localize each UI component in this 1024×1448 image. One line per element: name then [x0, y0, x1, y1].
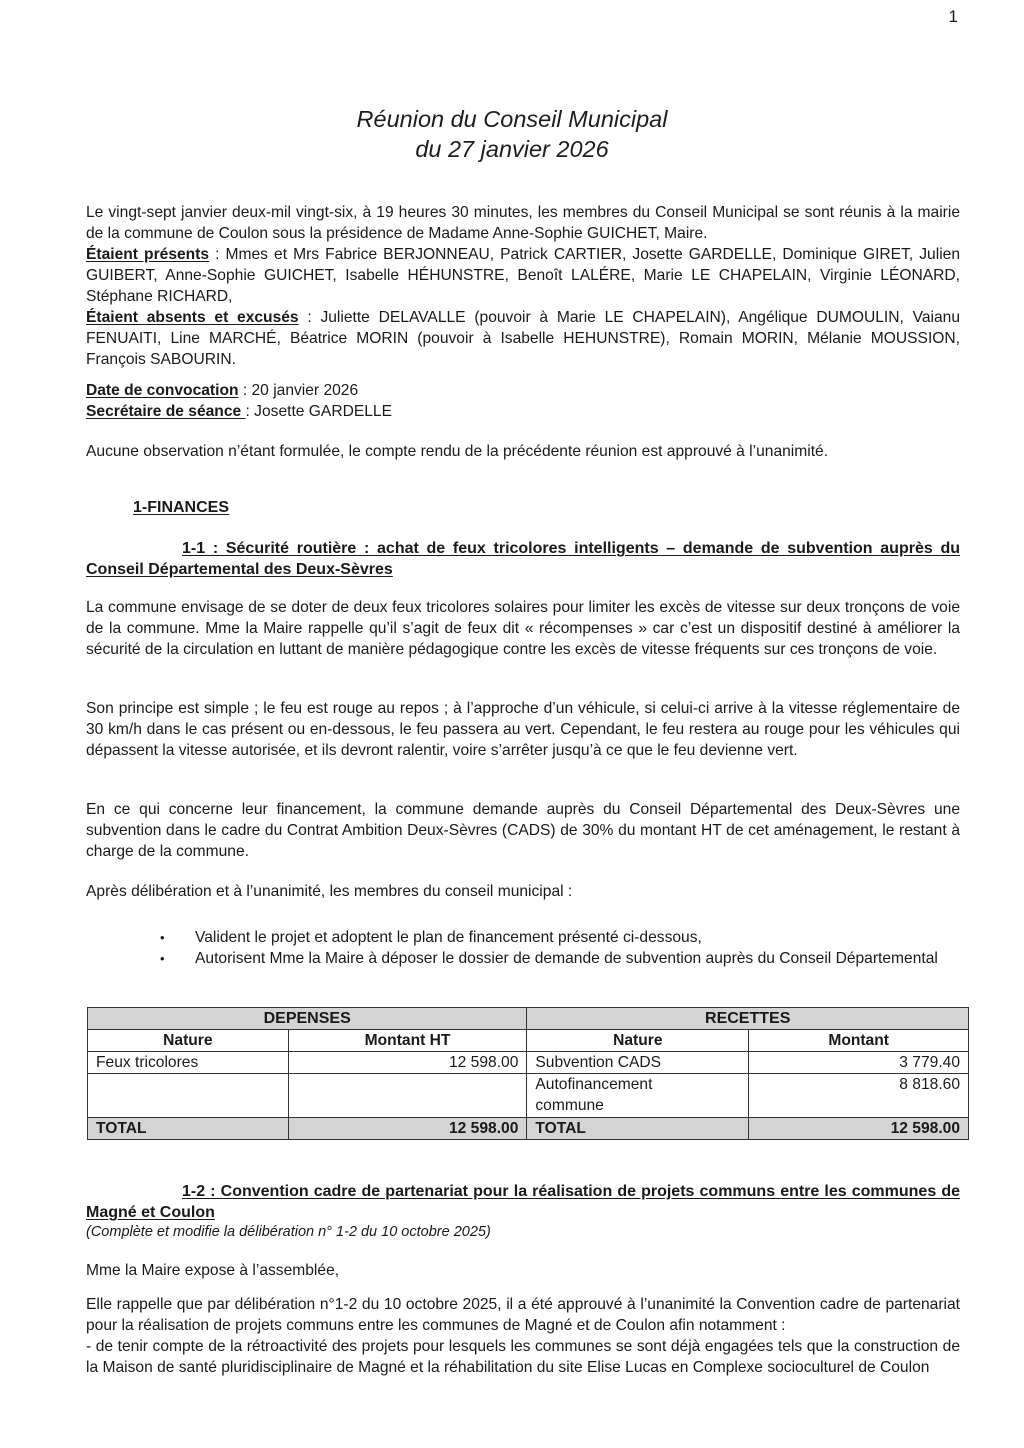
- bullet-icon: •: [160, 951, 165, 966]
- table-cell: 12 598.00: [749, 1118, 969, 1140]
- title-line-2: du 27 janvier 2026: [415, 136, 609, 162]
- secretary-value: : Josette GARDELLE: [245, 403, 392, 420]
- paragraph: Mme la Maire expose à l’assemblée,: [86, 1262, 340, 1279]
- decision-list: [158, 927, 960, 969]
- item-1-2-heading: [86, 1181, 960, 1223]
- column-header: Montant HT: [288, 1030, 527, 1052]
- item-1-2-para-1: [86, 1260, 960, 1281]
- item-1-2-note: (Complète et modifie la délibération n° 1-2 du 10 octobre 2025): [86, 1224, 491, 1240]
- table-cell: Subvention CADS: [527, 1052, 749, 1074]
- paragraph: - de tenir compte de la rétroactivité des projets pour lesquels les communes se sont déjà engagées tels que la construction de la Maison de santé pluridisciplinaire de Magné et la réhabilitation du site Elise Lucas en Complexe socioculturel de Coulon: [86, 1338, 960, 1376]
- column-header: Montant: [749, 1030, 969, 1052]
- item-1-1-para-4: [86, 881, 960, 902]
- list-item: [158, 927, 960, 948]
- column-header: Nature: [88, 1030, 289, 1052]
- approval-note: Aucune observation n’étant formulée, le compte rendu de la précédente réunion est approuvé à l’unanimité.: [86, 443, 829, 460]
- table-cell: TOTAL: [527, 1118, 749, 1140]
- paragraph: Après délibération et à l’unanimité, les membres du conseil municipal :: [86, 883, 573, 900]
- recettes-header: RECETTES: [527, 1008, 969, 1030]
- section-heading-finances: 1-FINANCES: [133, 499, 230, 516]
- item-1-1-para-2: [86, 698, 960, 761]
- present-text: : Mmes et Mrs Fabrice BERJONNEAU, Patrick CARTIER, Josette GARDELLE, Dominique GIRET, Julien GUIBERT, Anne-Sophie GUICHET, Isabelle HÉHUNSTRE, Benoît LALÉRE, Marie LE CHAPELAIN, Virginie LÉONARD, Stéphane RICHARD,: [86, 246, 960, 305]
- item-1-2-para-2: [86, 1294, 960, 1378]
- table-cell: TOTAL: [88, 1118, 289, 1140]
- secretary-label: Secrétaire de séance: [86, 403, 246, 420]
- table-cell: 3 779.40: [749, 1052, 969, 1074]
- document-title: [0, 104, 1024, 164]
- paragraph: La commune envisage de se doter de deux feux tricolores solaires pour limiter les excès de vitesse sur deux tronçons de voie de la commune. Mme la Maire rappelle qu’il s’agit de feux dit « récompenses » car c’est un dispositif destiné à améliorer la sécurité de la circulation en luttant de manière pédagogique contre les excès de vitesse fréquents sur ces tronçons de voie.: [86, 599, 960, 658]
- table-row: [88, 1074, 969, 1118]
- secretary: [86, 401, 960, 422]
- table-cell: 8 818.60: [749, 1074, 969, 1118]
- intro-block: [86, 202, 960, 370]
- list-item-text: Autorisent Mme la Maire à déposer le dossier de demande de subvention auprès du Conseil Départemental: [195, 950, 938, 967]
- item-1-1-para-3: [86, 799, 960, 862]
- item-1-2-heading-text: 1-2 : Convention cadre de partenariat pour la réalisation de projets communs entre les communes de Magné et Coulon: [86, 1183, 960, 1221]
- title-line-1: Réunion du Conseil Municipal: [356, 106, 668, 132]
- item-1-1-heading-text: 1-1 : Sécurité routière : achat de feux tricolores intelligents – demande de subvention auprès du Conseil Départemental des Deux-Sèvres: [86, 540, 960, 578]
- item-1-1-heading-block: [86, 538, 960, 580]
- absent-text: : Juliette DELAVALLE (pouvoir à Marie LE CHAPELAIN), Angélique DUMOULIN, Vaianu FENUAITI, Line MARCHÉ, Béatrice MORIN (pouvoir à Isabelle HEHUNSTRE), Romain MORIN, Mélanie MOUSSION, François SABOURIN.: [86, 309, 960, 368]
- table-cell: [288, 1074, 527, 1118]
- convocation-date: [86, 380, 960, 401]
- bullet-icon: •: [160, 930, 165, 945]
- table-total-row: [88, 1118, 969, 1140]
- table-cell: [88, 1074, 289, 1118]
- column-header: Nature: [527, 1030, 749, 1052]
- paragraph: Elle rappelle que par délibération n°1-2 du 10 octobre 2025, il a été approuvé à l’unanimité la Convention cadre de partenariat pour la réalisation de projets communs entre les communes de Magné et de Coulon afin notamment :: [86, 1296, 960, 1334]
- page-number: 1: [948, 7, 958, 26]
- table-row: [88, 1052, 969, 1074]
- intro-opening: Le vingt-sept janvier deux-mil vingt-six, à 19 heures 30 minutes, les membres du Conseil Municipal se sont réunis à la mairie de la commune de Coulon sous la présidence de Madame Anne-Sophie GUICHET, Maire.: [86, 204, 960, 242]
- item-1-1-para-1: [86, 597, 960, 660]
- present-label: Étaient présents: [86, 246, 210, 263]
- item-1-1-heading: [86, 538, 960, 580]
- depenses-header: DEPENSES: [88, 1008, 527, 1030]
- convocation-value: : 20 janvier 2026: [238, 382, 359, 399]
- table-cell: Feux tricolores: [88, 1052, 289, 1074]
- table-cell: 12 598.00: [288, 1052, 527, 1074]
- paragraph: En ce qui concerne leur financement, la commune demande auprès du Conseil Départemental des Deux-Sèvres une subvention dans le cadre du Contrat Ambition Deux-Sèvres (CADS) de 30% du montant HT de cet aménagement, le restant à charge de la commune.: [86, 801, 960, 860]
- meeting-meta: [86, 380, 960, 422]
- table-cell: Autofinancement commune: [527, 1074, 749, 1118]
- present-members: [86, 244, 960, 307]
- paragraph: Son principe est simple ; le feu est rouge au repos ; à l’approche d’un véhicule, si celui-ci arrive à la vitesse réglementaire de 30 km/h dans le cas présent ou en-dessous, le feu passera au vert. Cependant, le feu restera au rouge pour les véhicules qui dépassent la vitesse autorisée, et ils devront ralentir, voire s’arrêter jusqu’à ce que le feu devienne vert.: [86, 700, 960, 759]
- absent-members: [86, 307, 960, 370]
- table-cell: 12 598.00: [288, 1118, 527, 1140]
- absent-label: Étaient absents et excusés: [86, 309, 299, 326]
- financing-plan-table: [87, 1007, 969, 1140]
- convocation-label: Date de convocation: [86, 382, 239, 399]
- list-item: [158, 948, 960, 969]
- list-item-text: Valident le projet et adoptent le plan de financement présenté ci-dessous,: [195, 929, 702, 946]
- item-1-2-heading-block: [86, 1181, 960, 1241]
